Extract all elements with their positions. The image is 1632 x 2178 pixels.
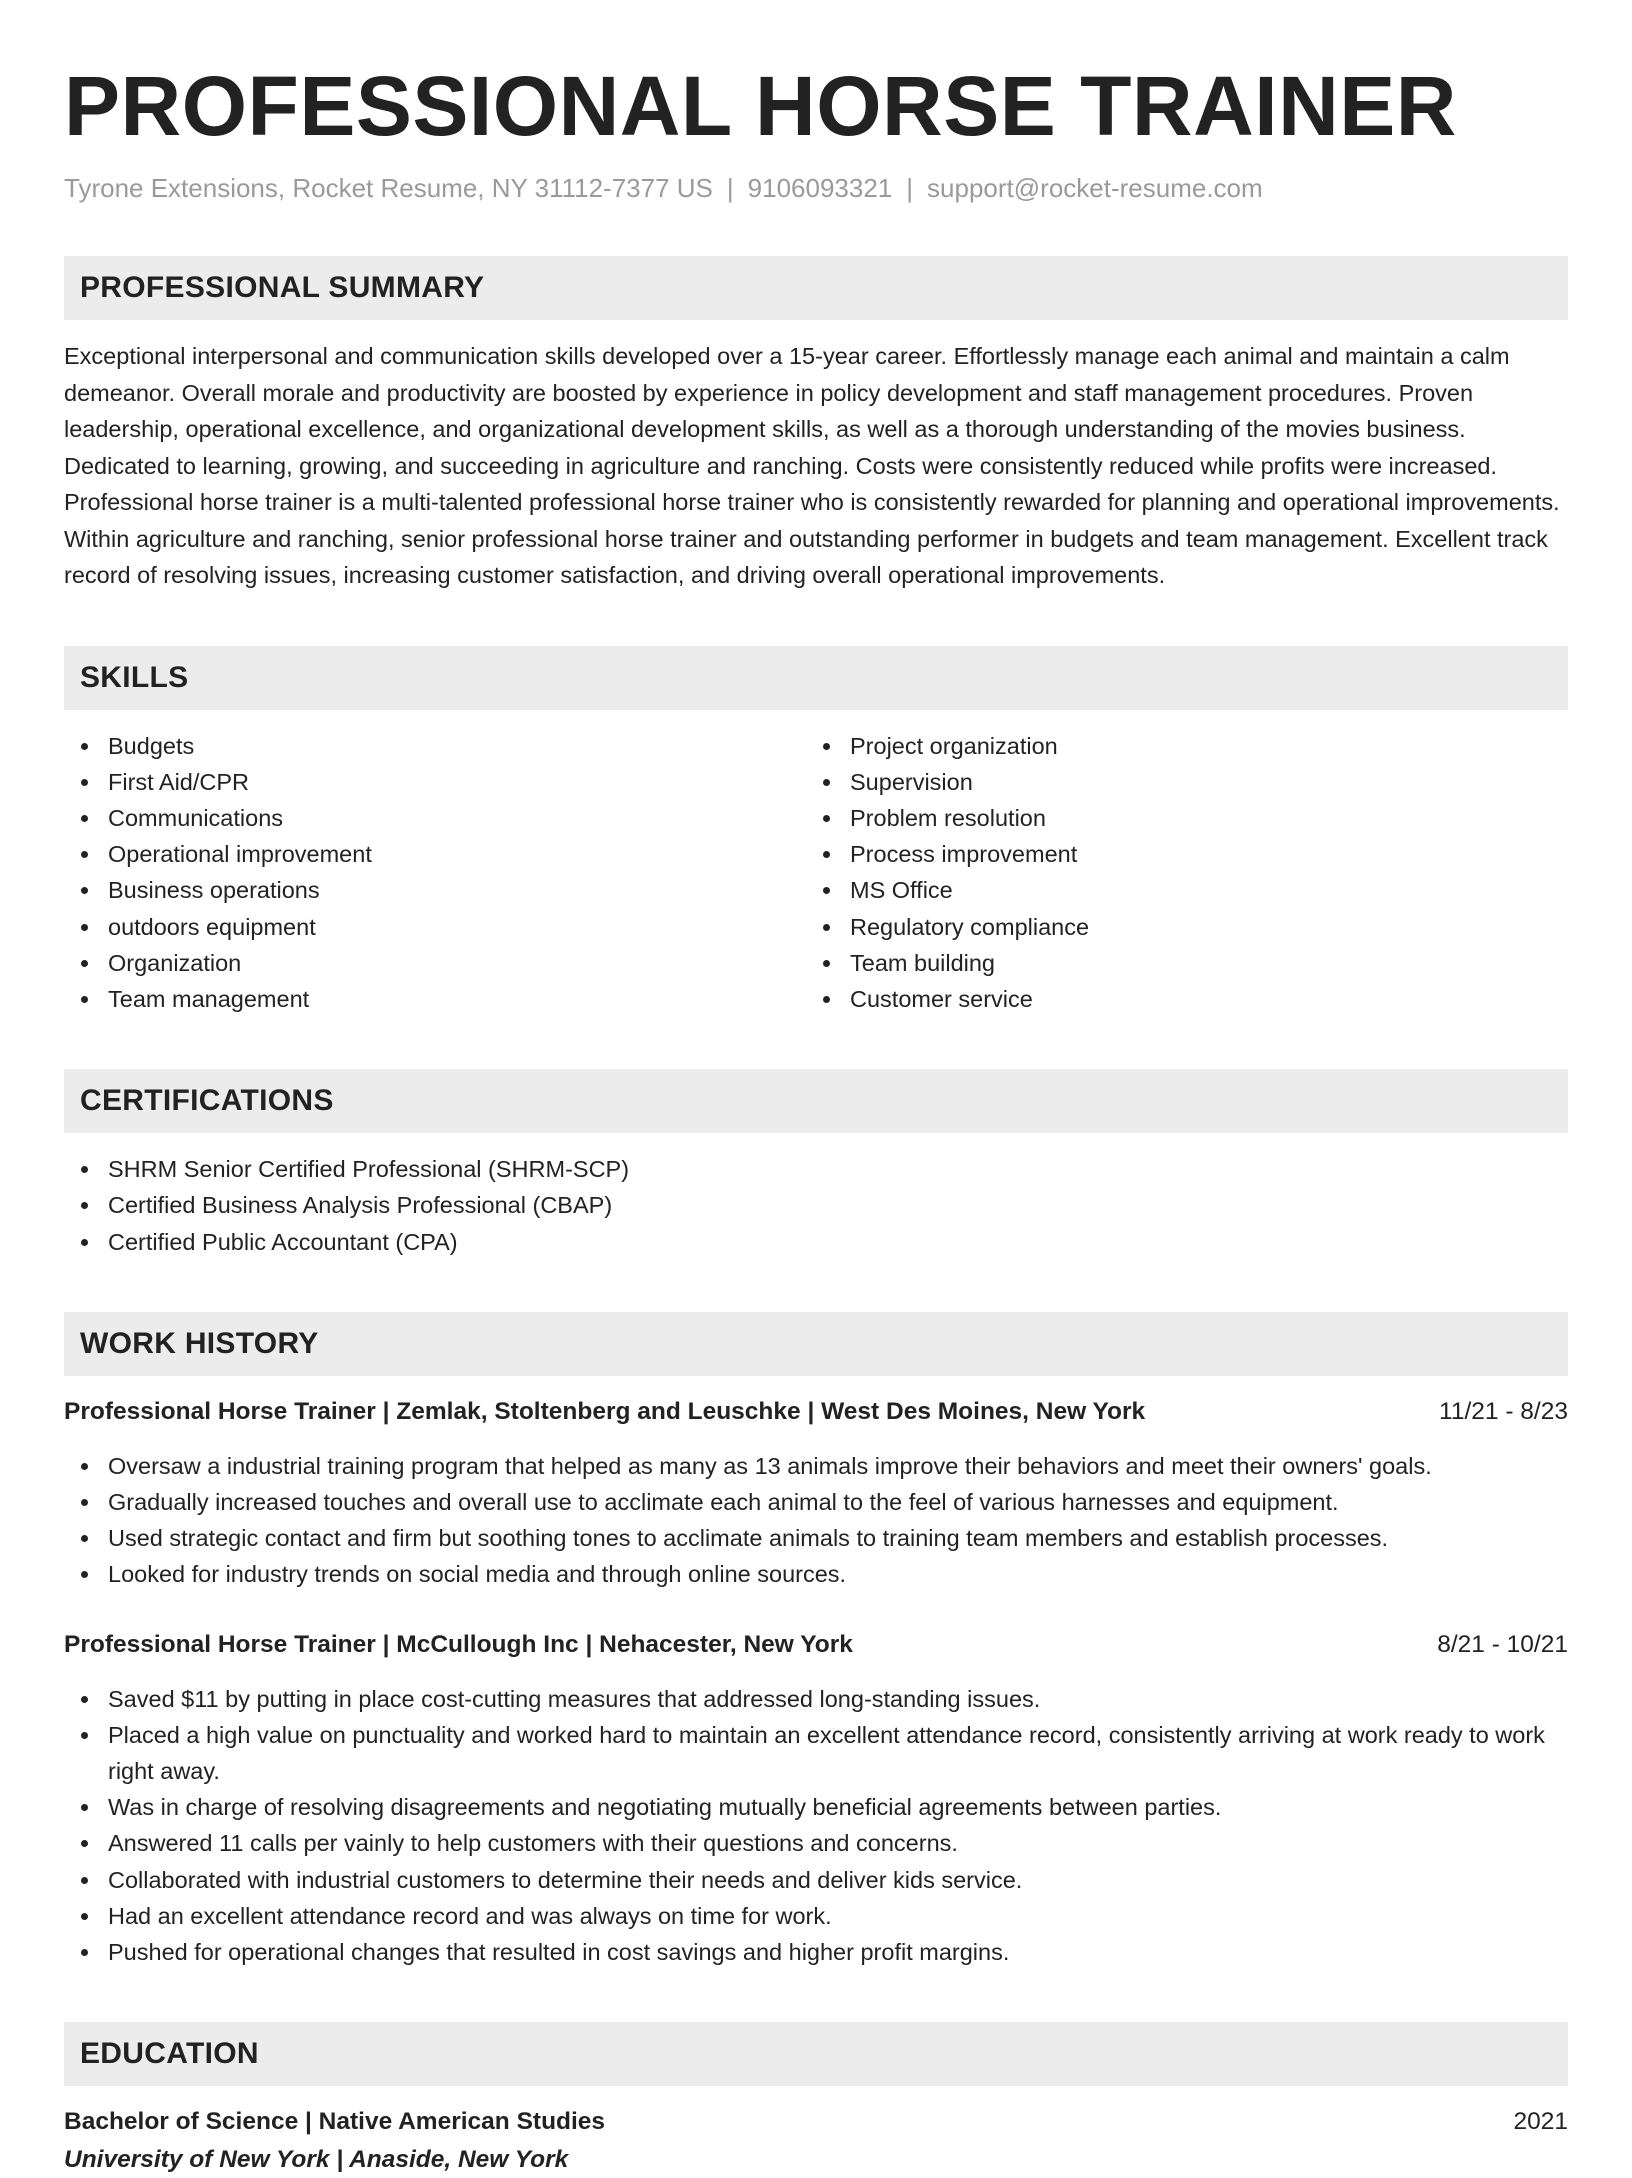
skills-column-right (806, 728, 1548, 1018)
certification-item: Certified Business Analysis Professional (CBAP) (64, 1187, 1568, 1223)
school: University of New York | Anaside, New York (64, 2146, 569, 2174)
skill-item: Customer service (806, 981, 1548, 1017)
email: support@rocket-resume.com (927, 173, 1263, 203)
job-bullet: Used strategic contact and firm but soothing tones to acclimate animals to training team members and establish processes. (64, 1520, 1568, 1556)
job-bullet: Pushed for operational changes that resulted in cost savings and higher profit margins. (64, 1934, 1568, 1970)
skill-item: Budgets (64, 728, 806, 764)
job-dates: 11/21 - 8/23 (1439, 1397, 1568, 1425)
job-bullet-list (64, 1448, 1568, 1593)
education-heading (64, 2104, 1568, 2140)
skill-item: Problem resolution (806, 800, 1548, 836)
section-heading-skills: SKILLS (64, 646, 1568, 710)
skills-list (64, 728, 1568, 1018)
contact-separator: | (906, 173, 914, 203)
skill-item: outdoors equipment (64, 909, 806, 945)
certification-item: SHRM Senior Certified Professional (SHRM-SCP) (64, 1151, 1568, 1187)
skill-item: Business operations (64, 872, 806, 908)
section-heading-education: EDUCATION (64, 2022, 1568, 2086)
skill-item: Process improvement (806, 836, 1548, 872)
section-heading-certifications: CERTIFICATIONS (64, 1069, 1568, 1133)
skill-item: Organization (64, 945, 806, 981)
skill-item: First Aid/CPR (64, 764, 806, 800)
job-title-company: Professional Horse Trainer | McCullough Inc | Nehacester, New York (64, 1630, 853, 1658)
skill-item: Regulatory compliance (806, 909, 1548, 945)
job-bullet: Oversaw a industrial training program that helped as many as 13 animals improve their behaviors and meet their owners' goals. (64, 1448, 1568, 1484)
graduation-year: 2021 (1513, 2108, 1568, 2136)
summary-text: Exceptional interpersonal and communication skills developed over a 15-year career. Effortlessly manage each animal and maintain a calm demeanor. Overall morale and productivity are boosted by experience in policy development and staff management procedures. Proven leadership, operational excellence, and organizational development skills, as well as a thorough understanding of the movies business. Dedicated to learning, growing, and succeeding in agriculture and ranching. Costs were consistently reduced while profits were increased. Professional horse trainer is a multi-talented professional horse trainer who is consistently rewarded for planning and operational improvements. Within agriculture and ranching, senior professional horse trainer and outstanding performer in budgets and team management. Excellent track record of resolving issues, increasing customer satisfaction, and driving overall operational improvements. (64, 343, 1560, 588)
degree: Bachelor of Science | Native American Studies (64, 2108, 606, 2136)
job-heading (64, 1394, 1568, 1430)
job-dates: 8/21 - 10/21 (1437, 1630, 1568, 1658)
skills-column-left (64, 728, 806, 1018)
job-title-company: Professional Horse Trainer | Zemlak, Stoltenberg and Leuschke | West Des Moines, New York (64, 1397, 1146, 1425)
candidate-name: PROFESSIONAL HORSE TRAINER (64, 59, 1457, 153)
job-bullet-list (64, 1681, 1568, 1971)
job-bullet: Had an excellent attendance record and was always on time for work. (64, 1898, 1568, 1934)
job-bullet: Placed a high value on punctuality and worked hard to maintain an excellent attendance record, consistently arriving at work ready to work right away. (64, 1717, 1568, 1789)
skill-item: Operational improvement (64, 836, 806, 872)
phone: 9106093321 (747, 173, 893, 203)
contact-line (64, 170, 1568, 206)
skill-item: MS Office (806, 872, 1548, 908)
job-bullet: Was in charge of resolving disagreements and negotiating mutually beneficial agreements between parties. (64, 1789, 1568, 1825)
job-heading (64, 1627, 1568, 1663)
job-bullet: Gradually increased touches and overall use to acclimate each animal to the feel of various harnesses and equipment. (64, 1484, 1568, 1520)
section-heading-work-history: WORK HISTORY (64, 1312, 1568, 1376)
contact-separator: | (726, 173, 734, 203)
skill-item: Team management (64, 981, 806, 1017)
skill-item: Project organization (806, 728, 1548, 764)
skill-item: Communications (64, 800, 806, 836)
address: Tyrone Extensions, Rocket Resume, NY 31112-7377 US (64, 173, 713, 203)
job-bullet: Collaborated with industrial customers to determine their needs and deliver kids service. (64, 1862, 1568, 1898)
skill-item: Supervision (806, 764, 1548, 800)
section-heading-summary: PROFESSIONAL SUMMARY (64, 256, 1568, 320)
job-bullet: Saved $11 by putting in place cost-cutting measures that addressed long-standing issues. (64, 1681, 1568, 1717)
job-bullet: Answered 11 calls per vainly to help customers with their questions and concerns. (64, 1825, 1568, 1861)
job-bullet: Looked for industry trends on social media and through online sources. (64, 1556, 1568, 1592)
certifications-list (64, 1151, 1568, 1260)
certification-item: Certified Public Accountant (CPA) (64, 1224, 1568, 1260)
skill-item: Team building (806, 945, 1548, 981)
